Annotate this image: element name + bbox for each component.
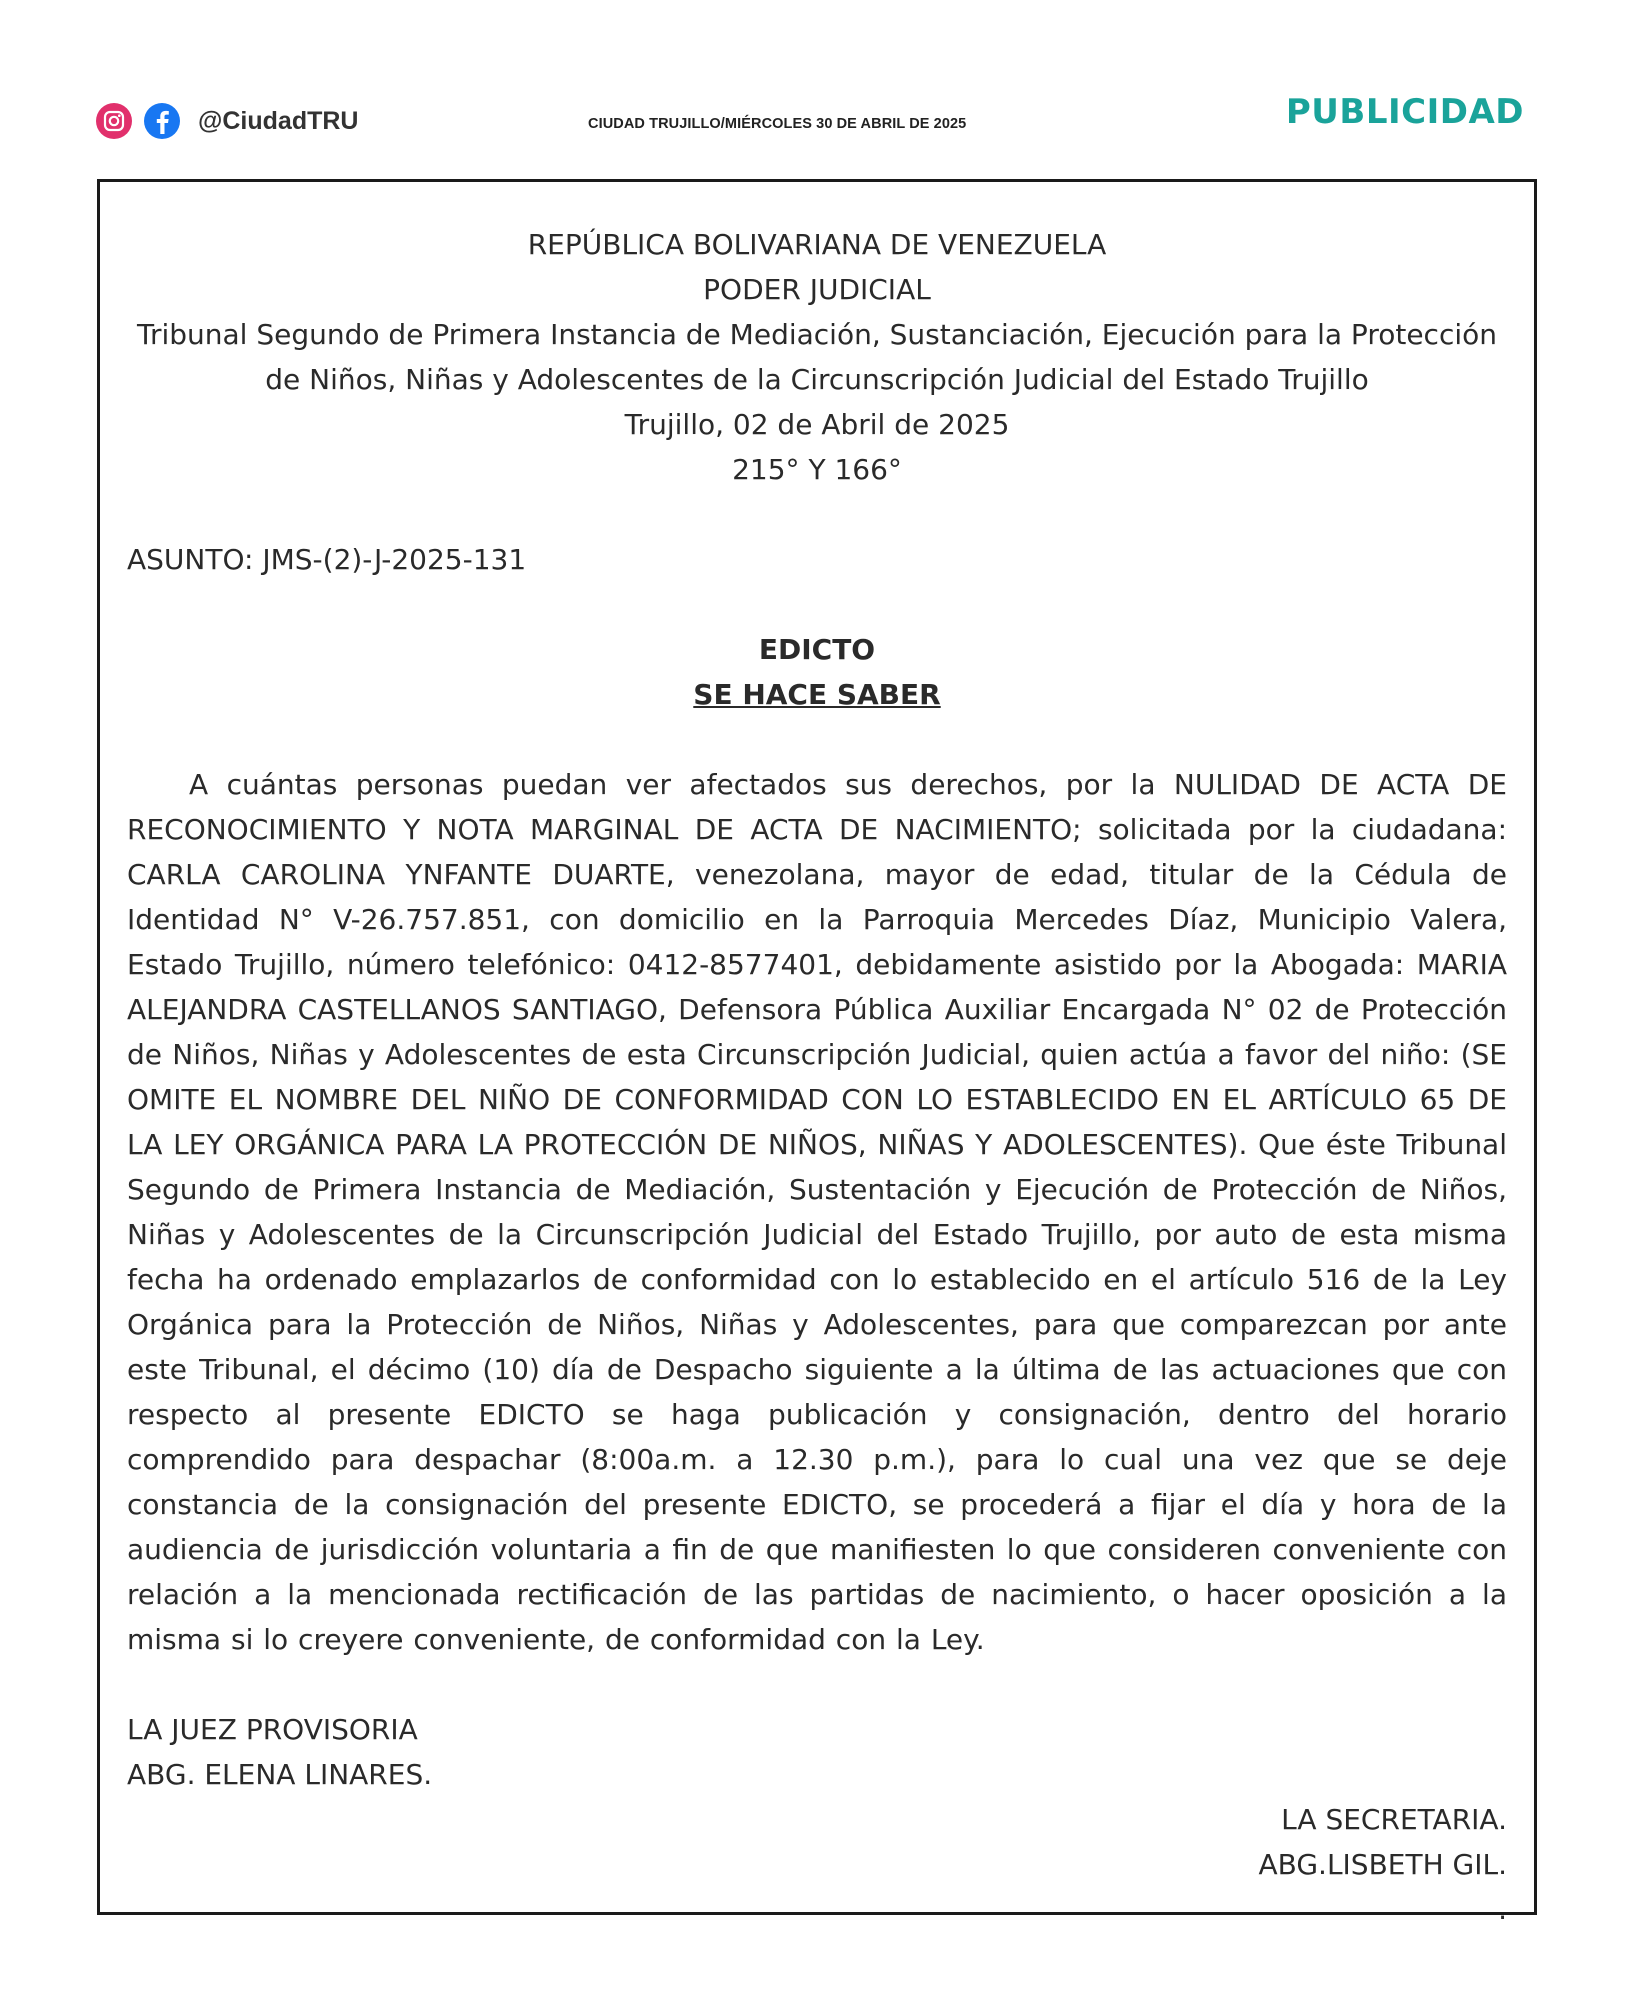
secretary-name: ABG.LISBETH GIL. (1258, 1848, 1507, 1881)
edict-content (127, 222, 1507, 1932)
social-links (96, 103, 358, 139)
heading-court-line2: de Niños, Niñas y Adolescentes de la Circunscripción Judicial del Estado Trujillo (265, 363, 1369, 396)
section-label: PUBLICIDAD (1285, 92, 1524, 132)
judge-title: LA JUEZ PROVISORIA (127, 1713, 418, 1746)
secretary-signature (127, 1797, 1507, 1932)
court-heading (127, 222, 1507, 492)
heading-court-line1: Tribunal Segundo de Primera Instancia de Mediación, Sustanciación, Ejecución para la Protección (136, 318, 1498, 351)
edict-body: A cuántas personas puedan ver afectados sus derechos, por la NULIDAD DE ACTA DE RECONOCIMIENTO Y NOTA MARGINAL DE ACTA DE NACIMIENTO; solicitada por la ciudadana: CARLA CAROLINA YNFANTE DUARTE, venezolana, mayor de edad, titular de la Cédula de Identidad N° V-26.757.851, con domicilio en la Parroquia Mercedes Díaz, Municipio Valera, Estado Trujillo, número telefónico: 0412-8577401, debidamente asistido por la Abogada: MARIA ALEJANDRA CASTELLANOS SANTIAGO, Defensora Pública Auxiliar Encargada N° 02 de Protección de Niños, Niñas y Adolescentes de esta Circunscripción Judicial, quien actúa a favor del niño: (SE OMITE EL NOMBRE DEL NIÑO DE CONFORMIDAD CON LO ESTABLECIDO EN EL ARTÍCULO 65 DE LA LEY ORGÁNICA PARA LA PROTECCIÓN DE NIÑOS, NIÑAS Y ADOLESCENTES). Que éste Tribunal Segundo de Primera Instancia de Mediación, Sustentación y Ejecución de Protección de Niños, Niñas y Adolescentes de la Circunscripción Judicial del Estado Trujillo, por auto de esta misma fecha ha ordenado emplazarlos de conformidad con lo establecido en el artículo 516 de la Ley Orgánica para la Protección de Niños, Niñas y Adolescentes, para que comparezcan por ante este Tribunal, el décimo (10) día de Despacho siguiente a la última de las actuaciones que con respecto al presente EDICTO se haga publicación y consignación, dentro del horario comprendido para despachar (8:00a.m. a 12.30 p.m.), para lo cual una vez que se deje constancia de la consignación del presente EDICTO, se procederá a fijar el día y hora de la audiencia de jurisdicción voluntaria a fin de que manifiesten lo que consideren conveniente con relación a la mencionada rectificación de las partidas de nacimiento, o hacer oposición a la misma si lo creyere conveniente, de conformidad con la Ley. (127, 768, 1507, 1656)
edict-title: EDICTO (758, 633, 876, 666)
judge-signature (127, 1707, 1507, 1797)
facebook-icon[interactable] (144, 103, 180, 139)
instagram-icon[interactable] (96, 103, 132, 139)
edict-title-block (127, 627, 1507, 717)
heading-years: 215° Y 166° (732, 453, 902, 486)
edict-subtitle: SE HACE SABER (693, 678, 941, 711)
page-header (0, 0, 1634, 170)
heading-branch: PODER JUDICIAL (703, 273, 931, 306)
heading-country: REPÚBLICA BOLIVARIANA DE VENEZUELA (527, 228, 1107, 261)
heading-date: Trujillo, 02 de Abril de 2025 (624, 408, 1010, 441)
dateline: CIUDAD TRUJILLO/MIÉRCOLES 30 DE ABRIL DE 2025 (588, 116, 967, 132)
trailing-mark: . (1498, 1893, 1507, 1926)
social-handle[interactable]: @CiudadTRU (198, 106, 359, 135)
case-number: ASUNTO: JMS-(2)-J-2025-131 (127, 543, 527, 576)
judge-name: ABG. ELENA LINARES. (127, 1758, 433, 1791)
edict-notice-box (97, 179, 1537, 1926)
secretary-title: LA SECRETARIA. (1281, 1803, 1507, 1836)
